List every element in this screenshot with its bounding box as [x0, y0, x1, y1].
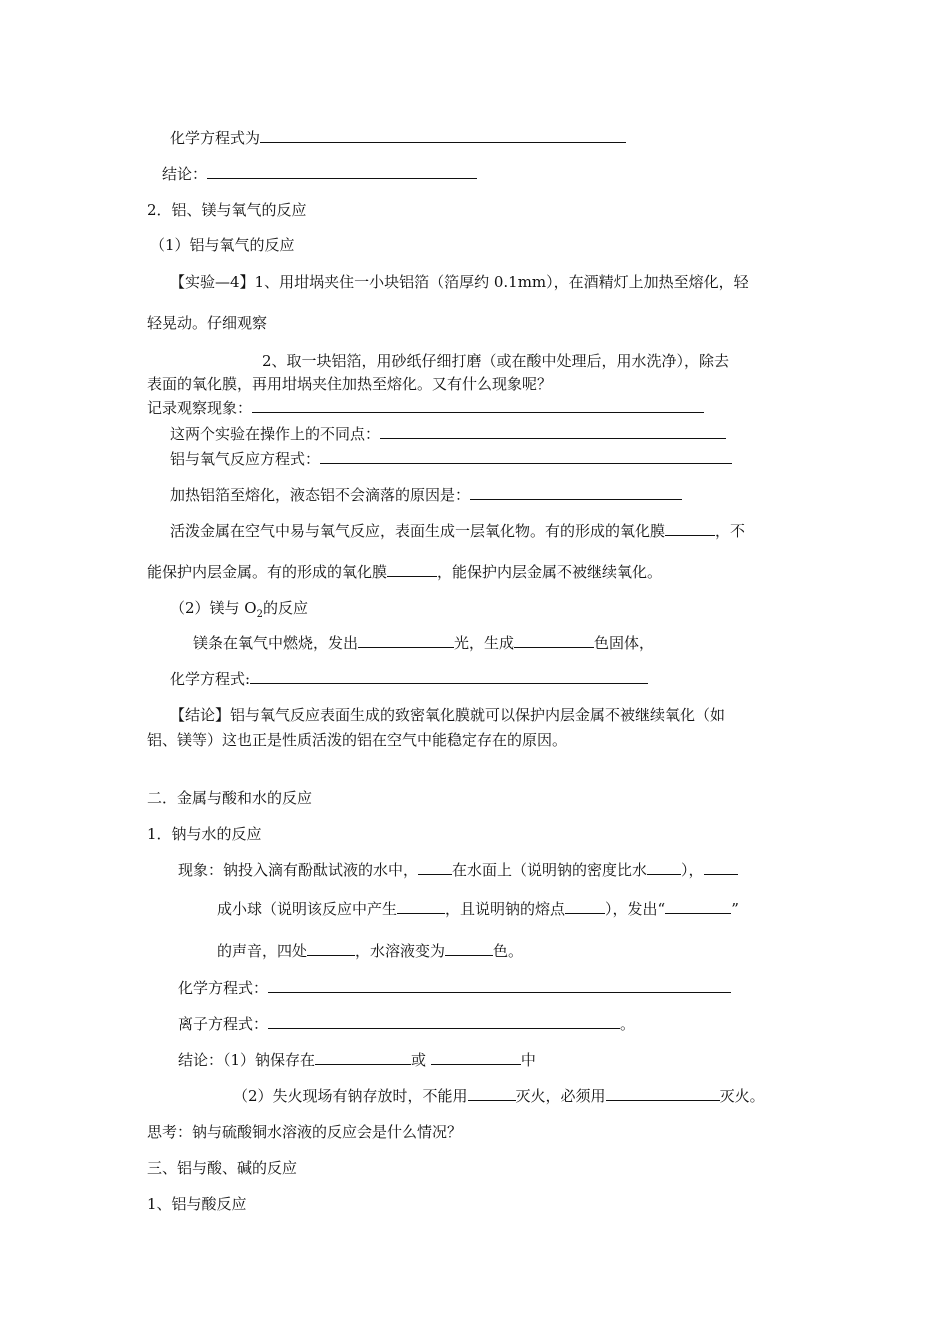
- blank-sound[interactable]: [665, 899, 731, 914]
- blank-store-2[interactable]: [431, 1050, 521, 1065]
- blank-equation[interactable]: [260, 128, 626, 143]
- blank-solution-color[interactable]: [445, 941, 493, 956]
- subsection-heading: 1．钠与水的反应: [147, 825, 262, 843]
- blank-float[interactable]: [418, 860, 452, 875]
- blank-ion-equation[interactable]: [268, 1014, 620, 1029]
- line-active-1: 活泼金属在空气中易与氧气反应，表面生成一层氧化物。有的形成的氧化膜 ，不: [170, 522, 746, 540]
- blank-light[interactable]: [358, 633, 454, 648]
- paragraph-line: 表面的氧化膜，再用坩埚夹住加热至熔化。又有什么现象呢？: [147, 375, 553, 393]
- blank-mg-equation[interactable]: [250, 669, 648, 684]
- line-mg-burn: 镁条在氧气中燃烧，发出 光，生成 色固体，: [193, 634, 655, 652]
- line-al-equation: 铝与氧气反应方程式：: [170, 449, 732, 469]
- line-fire: （2）失火现场有钠存放时，不能用 灭火，必须用 灭火。: [233, 1087, 765, 1105]
- line-storage: 结论：（1）钠保存在 或 中: [178, 1051, 536, 1069]
- blank-melting-point[interactable]: [565, 899, 605, 914]
- line-mg-equation: 化学方程式:: [170, 669, 648, 689]
- line-active-2: 能保护内层金属。有的形成的氧化膜 ，能保护内层金属不被继续氧化。: [147, 563, 663, 581]
- paragraph-line: 【实验—4】1、用坩埚夹住一小块铝箔（箔厚约 0.1mm），在酒精灯上加热至熔化，轻: [170, 273, 749, 291]
- blank-na-equation[interactable]: [268, 978, 731, 993]
- line-ion-equation: 离子方程式： 。: [178, 1015, 636, 1033]
- blank-cannot-use[interactable]: [468, 1086, 516, 1101]
- section-heading: 三、铝与酸、碱的反应: [147, 1159, 298, 1177]
- blank-must-use[interactable]: [606, 1086, 720, 1101]
- line-na-equation: 化学方程式：: [178, 978, 731, 998]
- subsection-heading: （1）铝与氧气的反应: [150, 236, 295, 254]
- line-equation: 化学方程式为: [170, 128, 626, 148]
- line-record: 记录观察现象：: [147, 398, 704, 418]
- line-melt: 加热铝箔至熔化，液态铝不会滴落的原因是：: [170, 485, 682, 505]
- blank-move[interactable]: [307, 941, 355, 956]
- line-phenomenon-3: 的声音，四处 ，水溶液变为 色。: [217, 942, 524, 960]
- think-question: 思考：钠与硫酸铜水溶液的反应会是什么情况？: [147, 1123, 463, 1141]
- blank-oxide-1[interactable]: [665, 521, 715, 536]
- paragraph-line: 轻晃动。仔细观察: [147, 314, 268, 332]
- blank-store-1[interactable]: [315, 1050, 411, 1065]
- blank-color[interactable]: [514, 633, 594, 648]
- paragraph-line: 铝、镁等）这也正是性质活泼的铝在空气中能稳定存在的原因。: [147, 731, 568, 749]
- line-conclusion: 结论：: [162, 164, 477, 184]
- line-phenomenon-2: 成小球（说明该反应中产生 ，且说明钠的熔点 ），发出“ ”: [217, 900, 739, 918]
- blank-density[interactable]: [647, 860, 681, 875]
- blank-record[interactable]: [252, 398, 704, 413]
- blank-melt[interactable]: [470, 485, 682, 500]
- subsection-heading: 1、铝与酸反应: [147, 1195, 247, 1213]
- line-phenomenon-1: 现象：钠投入滴有酚酞试液的水中， 在水面上（说明钠的密度比水 ），: [178, 860, 738, 880]
- blank-produce[interactable]: [397, 899, 445, 914]
- blank-difference[interactable]: [380, 424, 726, 439]
- blank-melt-ball[interactable]: [704, 860, 738, 875]
- section-heading: 二．金属与酸和水的反应: [147, 789, 313, 807]
- blank-al-equation[interactable]: [320, 449, 732, 464]
- blank-conclusion[interactable]: [207, 164, 477, 179]
- subsection-heading: （2）镁与 $O_2$的反应: [170, 599, 308, 620]
- section-heading: 2．铝、镁与氧气的反应: [147, 201, 307, 219]
- paragraph-line: 2、取一块铝箔，用砂纸仔细打磨（或在酸中处理后，用水洗净），除去: [262, 352, 730, 370]
- line-difference: 这两个实验在操作上的不同点：: [170, 424, 726, 444]
- paragraph-line: 【结论】铝与氧气反应表面生成的致密氧化膜就可以保护内层金属不被继续氧化（如: [170, 706, 726, 724]
- blank-oxide-2[interactable]: [387, 562, 437, 577]
